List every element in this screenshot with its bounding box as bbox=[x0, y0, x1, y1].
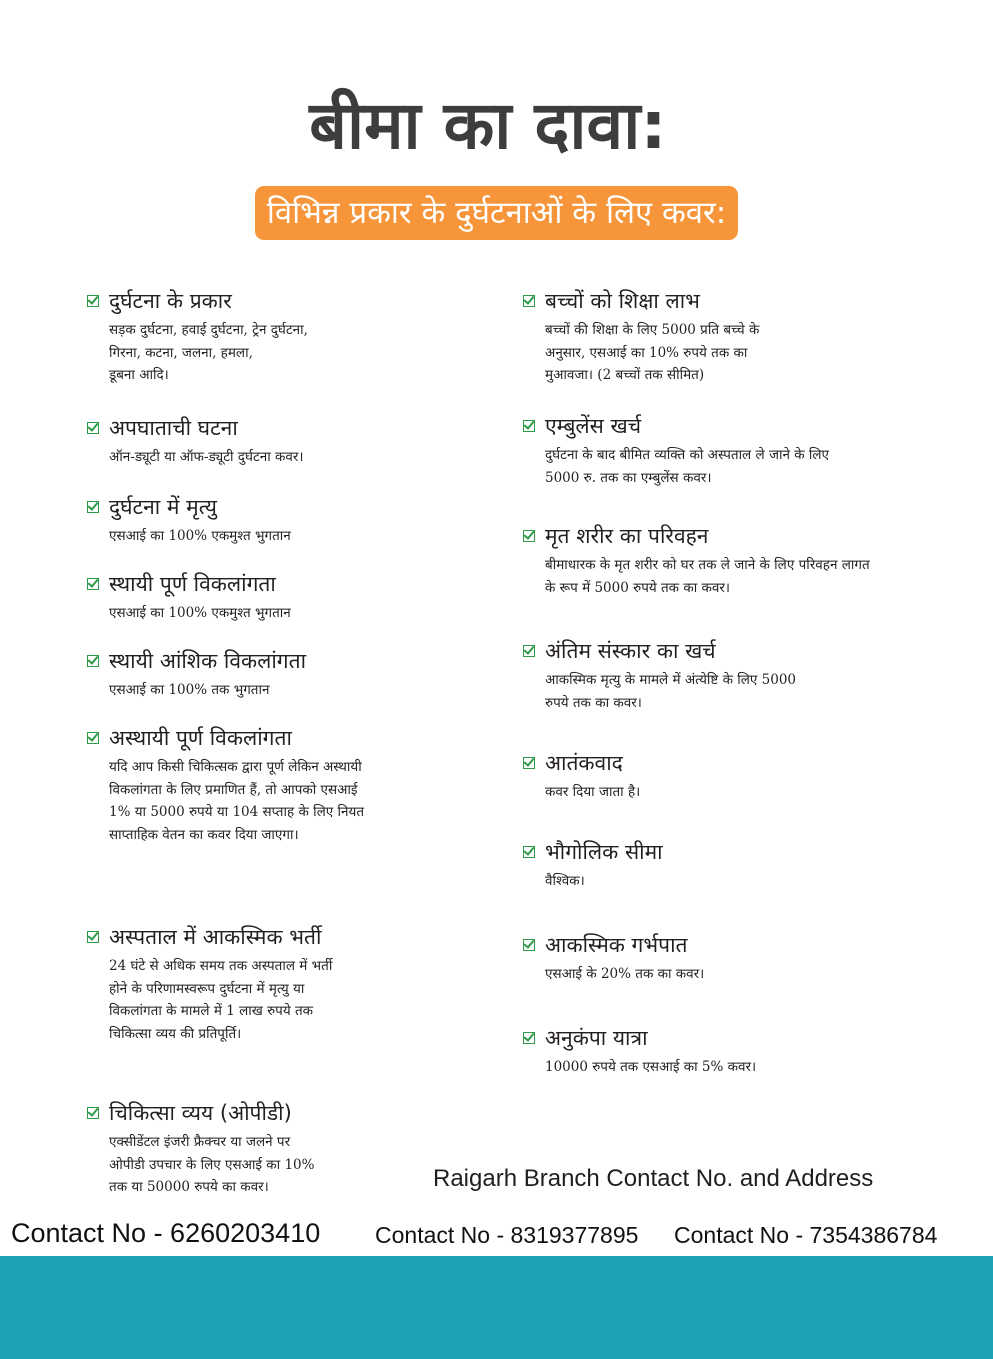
checkbox-checked-icon bbox=[87, 1107, 99, 1119]
coverage-item bbox=[523, 930, 963, 986]
coverage-text: आकस्मिक मृत्यु के मामले में अंत्येष्टि के लिए 5000 रुपये तक का कवर। bbox=[545, 672, 797, 711]
coverage-heading: अंतिम संस्कार का खर्च bbox=[545, 639, 716, 663]
coverage-text: ऑन-ड्यूटी या ऑफ-ड्यूटी दुर्घटना कवर। bbox=[109, 449, 304, 465]
coverage-item bbox=[523, 748, 963, 804]
checkbox-checked-icon bbox=[523, 645, 535, 657]
coverage-item bbox=[523, 636, 963, 714]
coverage-heading: आतंकवाद bbox=[545, 751, 623, 775]
coverage-item bbox=[523, 1023, 963, 1079]
checkbox-checked-icon bbox=[87, 295, 99, 307]
coverage-heading: मृत शरीर का परिवहन bbox=[545, 524, 709, 548]
subtitle: विभिन्न प्रकार के दुर्घटनाओं के लिए कवर: bbox=[255, 186, 738, 240]
page-title: बीमा का दावा: bbox=[309, 87, 667, 164]
contact-number-1: Contact No - 6260203410 bbox=[11, 1218, 321, 1248]
coverage-item bbox=[87, 413, 487, 469]
coverage-heading: दुर्घटना के प्रकार bbox=[109, 289, 232, 313]
checkbox-checked-icon bbox=[523, 295, 535, 307]
coverage-item bbox=[87, 922, 487, 1045]
coverage-text: यदि आप किसी चिकित्सक द्वारा पूर्ण लेकिन अस्थायी विकलांगता के लिए प्रमाणित हैं, तो आपको एसआई 1% या 5000 रुपये या 104 सप्ताह के लिए नियत साप्ताहिक वेतन का कवर दिया जाएगा। bbox=[109, 759, 365, 843]
coverage-text: सड़क दुर्घटना, हवाई दुर्घटना, ट्रेन दुर्घटना, गिरना, कटना, जलना, हमला, डूबना आदि। bbox=[109, 322, 308, 383]
coverage-item bbox=[87, 569, 487, 625]
coverage-text: एक्सीडेंटल इंजरी फ्रैक्चर या जलने पर ओपीडी उपचार के लिए एसआई का 10% तक या 50000 रुपये का कवर। bbox=[109, 1134, 315, 1195]
checkbox-checked-icon bbox=[523, 420, 535, 432]
coverage-text: बच्चों की शिक्षा के लिए 5000 प्रति बच्चे के अनुसार, एसआई का 10% रुपये तक का मुआवजा। (2 बच्चों तक सीमित) bbox=[545, 322, 760, 383]
coverage-heading: आकस्मिक गर्भपात bbox=[545, 933, 688, 957]
coverage-text: बीमाधारक के मृत शरीर को घर तक ले जाने के लिए परिवहन लागत के रूप में 5000 रुपये तक का कवर। bbox=[545, 557, 870, 596]
coverage-item bbox=[87, 286, 487, 387]
coverage-heading: दुर्घटना में मृत्यु bbox=[109, 495, 217, 519]
contact-number-2: Contact No - 8319377895 bbox=[375, 1222, 639, 1248]
checkbox-checked-icon bbox=[87, 655, 99, 667]
coverage-text: एसआई का 100% एकमुश्त भुगतान bbox=[109, 528, 291, 544]
coverage-text: 24 घंटे से अधिक समय तक अस्पताल में भर्ती होने के परिणामस्वरूप दुर्घटना में मृत्यु या विकलांगता के मामले में 1 लाख रुपये तक चिकित्सा व्यय की प्रतिपूर्ति। bbox=[109, 958, 333, 1042]
coverage-text: कवर दिया जाता है। bbox=[545, 784, 641, 800]
coverage-text: 10000 रुपये तक एसआई का 5% कवर। bbox=[545, 1059, 757, 1075]
coverage-text: वैश्विक। bbox=[545, 873, 585, 889]
coverage-text: एसआई के 20% तक का कवर। bbox=[545, 966, 705, 982]
coverage-heading: भौगोलिक सीमा bbox=[545, 840, 663, 864]
coverage-heading: स्थायी पूर्ण विकलांगता bbox=[109, 572, 276, 596]
checkbox-checked-icon bbox=[87, 501, 99, 513]
checkbox-checked-icon bbox=[87, 422, 99, 434]
checkbox-checked-icon bbox=[523, 939, 535, 951]
footer-band bbox=[0, 1256, 993, 1359]
checkbox-checked-icon bbox=[87, 732, 99, 744]
coverage-heading: अनुकंपा यात्रा bbox=[545, 1026, 648, 1050]
coverage-heading: चिकित्सा व्यय (ओपीडी) bbox=[109, 1101, 292, 1125]
coverage-heading: अस्पताल में आकस्मिक भर्ती bbox=[109, 925, 322, 949]
checkbox-checked-icon bbox=[523, 757, 535, 769]
coverage-heading: स्थायी आंशिक विकलांगता bbox=[109, 649, 307, 673]
coverage-item bbox=[523, 521, 963, 599]
checkbox-checked-icon bbox=[523, 530, 535, 542]
coverage-text: एसआई का 100% तक भुगतान bbox=[109, 682, 270, 698]
coverage-heading: बच्चों को शिक्षा लाभ bbox=[545, 289, 700, 313]
checkbox-checked-icon bbox=[523, 1032, 535, 1044]
coverage-text: एसआई का 100% एकमुश्त भुगतान bbox=[109, 605, 291, 621]
contact-number-3: Contact No - 7354386784 bbox=[674, 1222, 938, 1248]
checkbox-checked-icon bbox=[523, 846, 535, 858]
coverage-heading: अपघाताची घटना bbox=[109, 416, 238, 440]
coverage-item bbox=[523, 286, 963, 387]
coverage-text: दुर्घटना के बाद बीमित व्यक्ति को अस्पताल ले जाने के लिए 5000 रु. तक का एम्बुलेंस कवर। bbox=[545, 447, 830, 486]
coverage-item bbox=[523, 837, 963, 893]
subtitle-banner bbox=[0, 186, 993, 240]
coverage-heading: अस्थायी पूर्ण विकलांगता bbox=[109, 726, 292, 750]
coverage-item bbox=[523, 411, 963, 489]
checkbox-checked-icon bbox=[87, 931, 99, 943]
coverage-heading: एम्बुलेंस खर्च bbox=[545, 414, 642, 438]
coverage-item bbox=[87, 723, 487, 846]
checkbox-checked-icon bbox=[87, 578, 99, 590]
coverage-item bbox=[87, 1098, 487, 1199]
coverage-item bbox=[87, 492, 487, 548]
branch-label: Raigarh Branch Contact No. and Address bbox=[433, 1165, 874, 1192]
coverage-item bbox=[87, 646, 487, 702]
